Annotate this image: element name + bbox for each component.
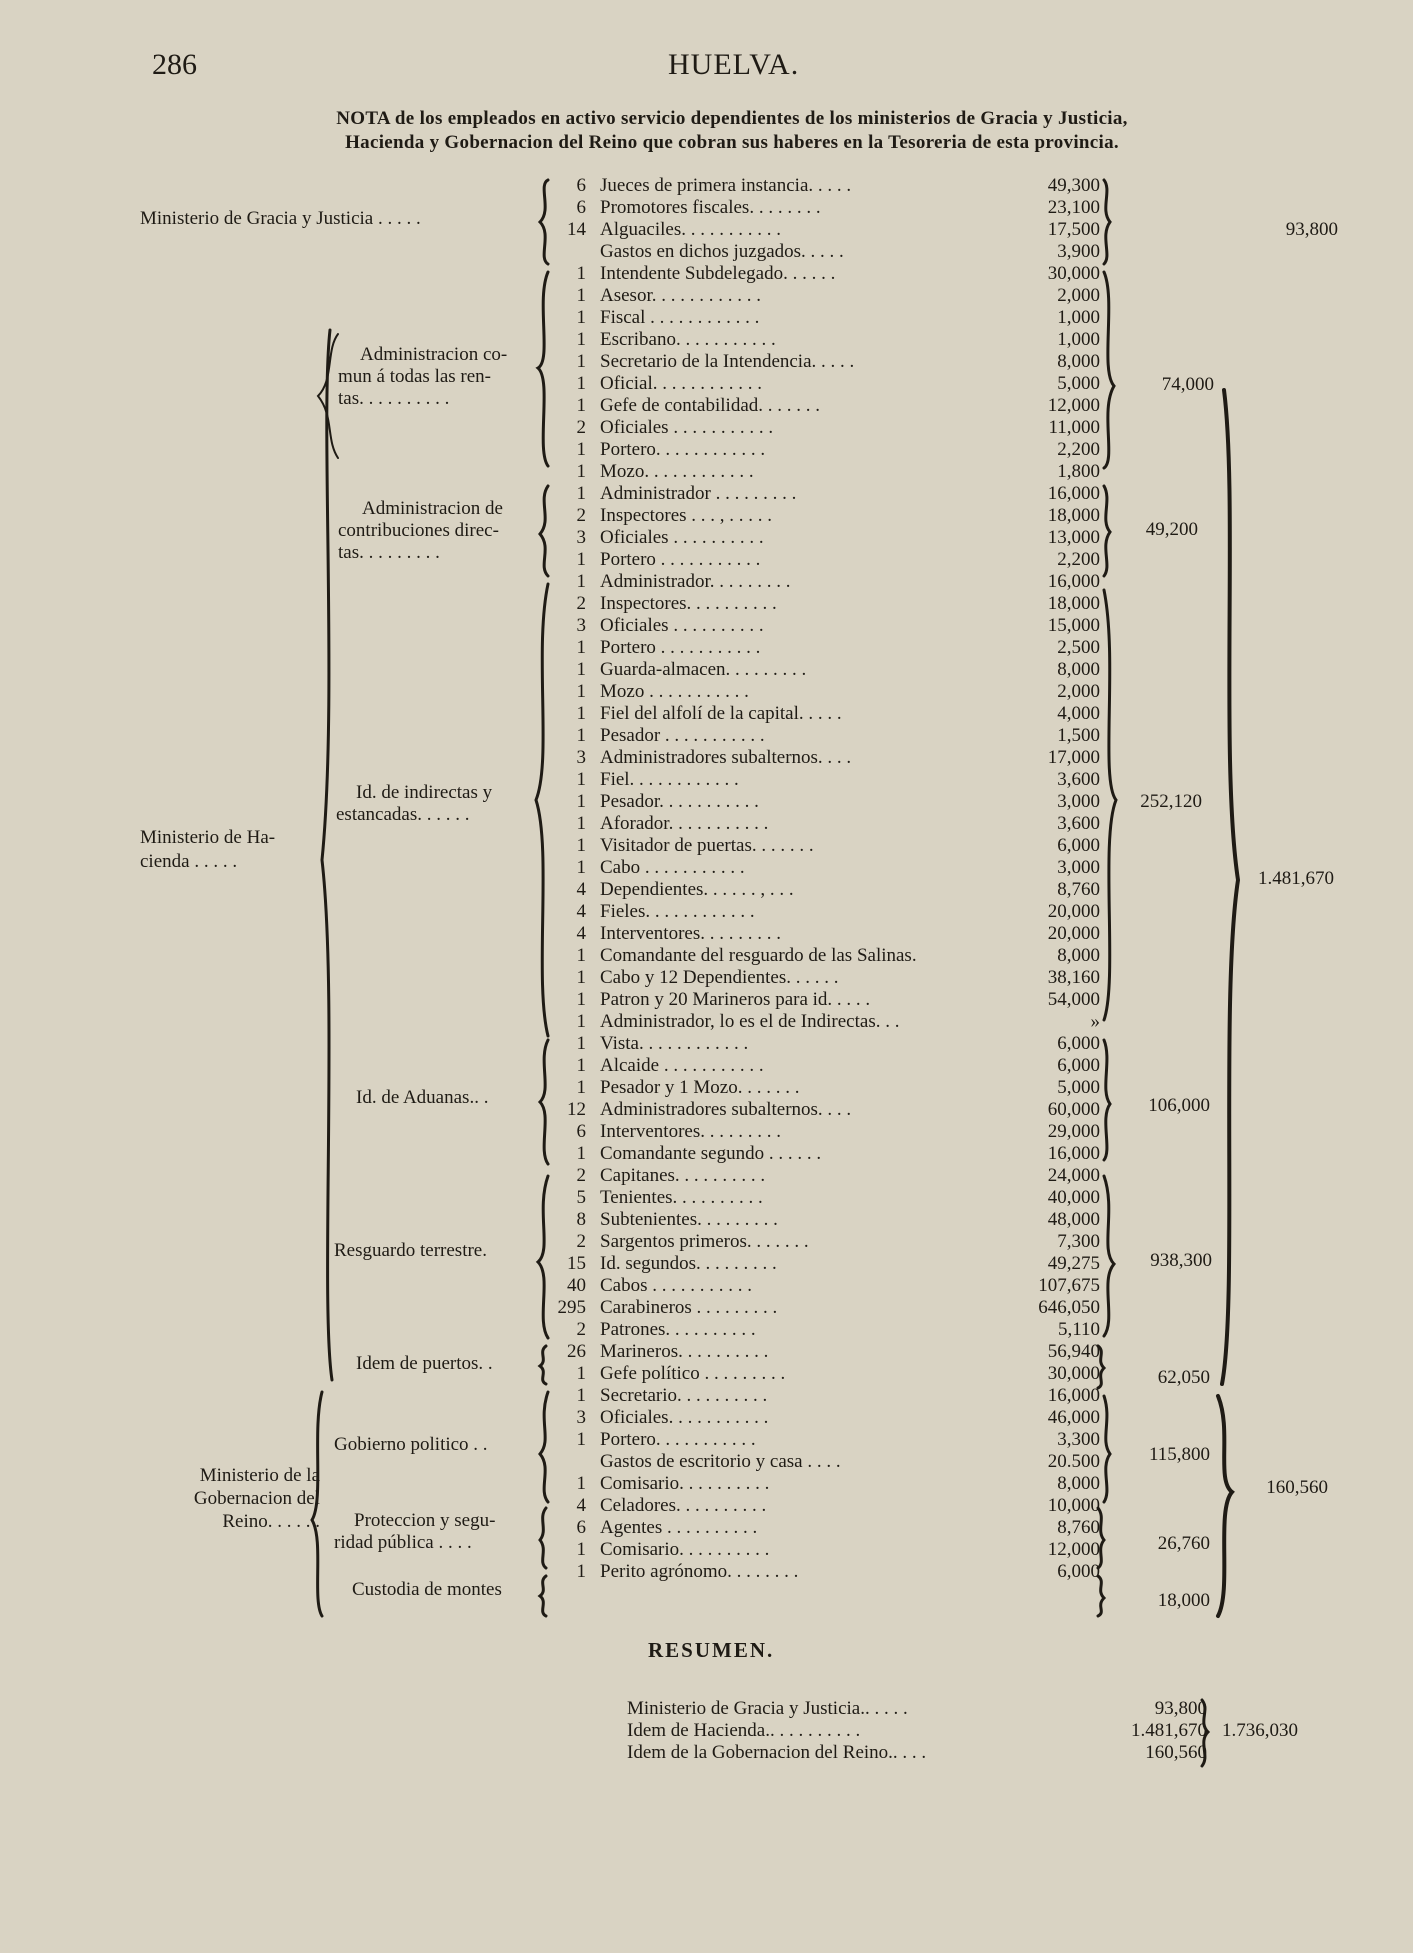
resumen-amount: 160,560	[1145, 1742, 1207, 1763]
row-quantity: 1	[576, 835, 586, 856]
row-quantity: 1	[576, 395, 586, 416]
title-line-2: Hacienda y Gobernacion del Reino que cobran sus haberes en la Tesoreria de esta provincia.	[345, 132, 1119, 153]
row-quantity: 1	[576, 1055, 586, 1076]
row-amount: 29,000	[1047, 1121, 1100, 1142]
row-description: Interventores. . . . . . . . .	[600, 1121, 781, 1142]
row-amount: »	[1090, 1011, 1100, 1032]
section-gracia: Ministerio de Gracia y Justicia . . . . .	[140, 208, 421, 229]
row-quantity: 1	[576, 703, 586, 724]
row-amount: 2,000	[1057, 285, 1100, 306]
row-description: Comisario. . . . . . . . . .	[600, 1473, 770, 1494]
row-quantity: 1	[576, 967, 586, 988]
subsection-line: Id. de indirectas y	[356, 782, 493, 803]
subsection-line: Administracion co-	[360, 344, 508, 365]
row-amount: 8,000	[1057, 945, 1100, 966]
row-amount: 3,900	[1057, 241, 1100, 262]
subtotal-proteccion: 26,760	[1157, 1533, 1210, 1554]
row-amount: 17,000	[1047, 747, 1100, 768]
row-quantity: 40	[567, 1275, 586, 1296]
row-amount: 30,000	[1047, 1363, 1100, 1384]
row-quantity: 1	[576, 1143, 586, 1164]
row-description: Mozo. . . . . . . . . . . .	[600, 461, 754, 482]
row-description: Pesador y 1 Mozo. . . . . . .	[600, 1077, 800, 1098]
row-quantity: 3	[576, 615, 586, 636]
section-hacienda-line: cienda . . . . .	[140, 851, 238, 872]
subsection-line: mun á todas las ren-	[338, 366, 492, 387]
row-description: Tenientes. . . . . . . . . .	[600, 1187, 763, 1208]
row-description: Comisario. . . . . . . . . .	[600, 1539, 770, 1560]
subtotal-montes: 18,000	[1157, 1590, 1210, 1611]
row-quantity: 1	[576, 659, 586, 680]
row-description: Portero . . . . . . . . . . .	[600, 637, 761, 658]
row-description: Asesor. . . . . . . . . . . .	[600, 285, 761, 306]
row-description: Subtenientes. . . . . . . . .	[600, 1209, 778, 1230]
row-description: Capitanes. . . . . . . . . .	[600, 1165, 766, 1186]
row-amount: 3,600	[1057, 769, 1100, 790]
row-amount: 6,000	[1057, 1055, 1100, 1076]
subtotal-gobernacion: 160,560	[1266, 1477, 1328, 1498]
row-amount: 8,760	[1057, 879, 1100, 900]
row-description: Portero . . . . . . . . . . .	[600, 549, 761, 570]
subsection-line: estancadas. . . . . .	[336, 804, 470, 825]
row-amount: 49,275	[1047, 1253, 1100, 1274]
row-amount: 7,300	[1057, 1231, 1100, 1252]
subsection-aduanas: Id. de Aduanas.. .	[356, 1087, 489, 1108]
resumen-amount: 93,800	[1154, 1698, 1207, 1719]
row-description: Oficial. . . . . . . . . . . .	[600, 373, 763, 394]
row-description: Administrador. . . . . . . . .	[600, 571, 791, 592]
row-amount: 6,000	[1057, 1033, 1100, 1054]
row-amount: 10,000	[1047, 1495, 1100, 1516]
resumen-total: 1.736,030	[1222, 1720, 1298, 1741]
section-gobernacion-line: Gobernacion del	[193, 1488, 320, 1509]
row-description: Dependientes. . . . . . , . . .	[600, 879, 794, 900]
row-amount: 646,050	[1038, 1297, 1100, 1318]
row-description: Mozo . . . . . . . . . . .	[600, 681, 749, 702]
row-quantity: 1	[576, 571, 586, 592]
row-amount: 2,500	[1057, 637, 1100, 658]
row-quantity: 1	[576, 1011, 586, 1032]
title-line-1: NOTA de los empleados en activo servicio dependientes de los ministerios de Gracia y Justicia,	[336, 108, 1128, 129]
row-description: Aforador. . . . . . . . . . .	[600, 813, 769, 834]
row-quantity: 1	[576, 989, 586, 1010]
row-description: Jueces de primera instancia. . . . .	[600, 175, 852, 196]
row-quantity: 1	[576, 791, 586, 812]
resumen-heading: RESUMEN.	[648, 1638, 775, 1662]
row-amount: 8,000	[1057, 351, 1100, 372]
row-description: Patrones. . . . . . . . . .	[600, 1319, 756, 1340]
row-quantity: 2	[576, 593, 586, 614]
row-description: Celadores. . . . . . . . . .	[600, 1495, 767, 1516]
subtotal-admin-directas: 49,200	[1145, 519, 1198, 540]
row-quantity: 1	[576, 373, 586, 394]
row-quantity: 2	[576, 1165, 586, 1186]
row-amount: 1,800	[1057, 461, 1100, 482]
subtotal-admin-comun: 74,000	[1161, 374, 1214, 395]
row-quantity: 1	[576, 461, 586, 482]
row-description: Alcaide . . . . . . . . . . .	[600, 1055, 764, 1076]
row-quantity: 1	[576, 1363, 586, 1384]
row-description: Comandante segundo . . . . . .	[600, 1143, 822, 1164]
row-amount: 24,000	[1047, 1165, 1100, 1186]
row-quantity: 1	[576, 1429, 586, 1450]
row-quantity: 1	[576, 769, 586, 790]
row-quantity: 2	[576, 1231, 586, 1252]
row-amount: 8,000	[1057, 659, 1100, 680]
row-quantity: 1	[576, 351, 586, 372]
row-amount: 107,675	[1038, 1275, 1100, 1296]
row-description: Portero. . . . . . . . . . .	[600, 1429, 756, 1450]
row-description: Id. segundos. . . . . . . . .	[600, 1253, 777, 1274]
subsection-gobierno-politico: Gobierno politico . .	[334, 1434, 488, 1455]
resumen-label: Idem de la Gobernacion del Reino.. . . .	[627, 1742, 927, 1763]
row-description: Fiscal . . . . . . . . . . . .	[600, 307, 760, 328]
row-quantity: 1	[576, 1539, 586, 1560]
row-amount: 20,000	[1047, 901, 1100, 922]
row-amount: 3,000	[1057, 857, 1100, 878]
row-quantity: 5	[576, 1187, 586, 1208]
row-description: Oficiales . . . . . . . . . . .	[600, 417, 774, 438]
row-amount: 1,000	[1057, 329, 1100, 350]
row-amount: 48,000	[1047, 1209, 1100, 1230]
row-description: Visitador de puertas. . . . . . .	[600, 835, 814, 856]
subsection-line: Proteccion y segu-	[354, 1510, 496, 1531]
row-description: Fiel. . . . . . . . . . . .	[600, 769, 739, 790]
row-amount: 6,000	[1057, 835, 1100, 856]
row-quantity: 6	[576, 197, 586, 218]
row-description: Administradores subalternos. . . .	[600, 1099, 852, 1120]
section-gobernacion-line: Reino. . . . . .	[222, 1511, 320, 1532]
row-description: Administrador, lo es el de Indirectas. . .	[600, 1011, 900, 1032]
row-description: Oficiales. . . . . . . . . . .	[600, 1407, 769, 1428]
row-description: Cabo . . . . . . . . . . .	[600, 857, 745, 878]
row-description: Secretario de la Intendencia. . . . .	[600, 351, 855, 372]
subtotal-resguardo: 938,300	[1150, 1250, 1212, 1271]
subsection-line: tas. . . . . . . . . .	[338, 388, 450, 409]
row-quantity: 14	[567, 219, 586, 240]
row-description: Gefe político . . . . . . . . .	[600, 1363, 786, 1384]
row-quantity: 1	[576, 483, 586, 504]
row-amount: 30,000	[1047, 263, 1100, 284]
subsection-montes: Custodia de montes	[352, 1579, 502, 1600]
row-quantity: 1	[576, 263, 586, 284]
row-description: Pesador . . . . . . . . . . .	[600, 725, 765, 746]
row-quantity: 6	[576, 175, 586, 196]
row-description: Fieles. . . . . . . . . . . .	[600, 901, 755, 922]
row-quantity: 1	[576, 549, 586, 570]
row-amount: 18,000	[1047, 505, 1100, 526]
row-description: Alguaciles. . . . . . . . . . .	[600, 219, 782, 240]
resumen-amount: 1.481,670	[1131, 1720, 1207, 1741]
row-quantity: 1	[576, 307, 586, 328]
row-amount: 18,000	[1047, 593, 1100, 614]
subsection-line: tas. . . . . . . . .	[338, 542, 440, 563]
row-description: Cabos . . . . . . . . . . .	[600, 1275, 752, 1296]
row-amount: 8,760	[1057, 1517, 1100, 1538]
row-description: Carabineros . . . . . . . . .	[600, 1297, 778, 1318]
row-description: Administrador . . . . . . . . .	[600, 483, 797, 504]
row-quantity: 295	[557, 1297, 586, 1318]
row-amount: 54,000	[1047, 989, 1100, 1010]
row-quantity: 6	[576, 1121, 586, 1142]
row-amount: 5,110	[1057, 1319, 1100, 1340]
row-description: Cabo y 12 Dependientes. . . . . .	[600, 967, 839, 988]
row-amount: 1,500	[1057, 725, 1100, 746]
row-amount: 16,000	[1047, 1143, 1100, 1164]
row-quantity: 2	[576, 1319, 586, 1340]
row-amount: 12,000	[1047, 1539, 1100, 1560]
row-amount: 3,300	[1057, 1429, 1100, 1450]
section-hacienda-line: Ministerio de Ha-	[140, 827, 276, 848]
row-quantity: 1	[576, 285, 586, 306]
row-amount: 5,000	[1057, 1077, 1100, 1098]
row-quantity: 1	[576, 1561, 586, 1582]
row-description: Interventores. . . . . . . . .	[600, 923, 781, 944]
row-quantity: 4	[576, 923, 586, 944]
row-quantity: 3	[576, 747, 586, 768]
subtotal-aduanas: 106,000	[1148, 1095, 1210, 1116]
row-quantity: 12	[567, 1099, 586, 1120]
resumen-label: Idem de Hacienda.. . . . . . . . . .	[627, 1720, 861, 1741]
row-amount: 49,300	[1047, 175, 1100, 196]
row-quantity: 1	[576, 1473, 586, 1494]
row-description: Inspectores . . . , . . . . .	[600, 505, 773, 526]
subsection-line: contribuciones direc-	[338, 520, 499, 541]
row-quantity: 4	[576, 1495, 586, 1516]
subtotal-gobierno-politico: 115,800	[1148, 1444, 1210, 1465]
row-amount: 6,000	[1057, 1561, 1100, 1582]
resumen-label: Ministerio de Gracia y Justicia.. . . . .	[627, 1698, 908, 1719]
row-amount: 15,000	[1047, 615, 1100, 636]
row-description: Escribano. . . . . . . . . . .	[600, 329, 776, 350]
row-description: Intendente Subdelegado. . . . . .	[600, 263, 836, 284]
row-description: Perito agrónomo. . . . . . . .	[600, 1561, 799, 1582]
subtotal-gracia: 93,800	[1285, 219, 1338, 240]
row-amount: 40,000	[1047, 1187, 1100, 1208]
row-amount: 60,000	[1047, 1099, 1100, 1120]
row-quantity: 1	[576, 813, 586, 834]
row-description: Gastos en dichos juzgados. . . . .	[600, 241, 844, 262]
row-amount: 16,000	[1047, 571, 1100, 592]
row-quantity: 2	[576, 417, 586, 438]
row-description: Marineros. . . . . . . . . .	[600, 1341, 769, 1362]
row-amount: 13,000	[1047, 527, 1100, 548]
row-description: Secretario. . . . . . . . . .	[600, 1385, 768, 1406]
row-description: Vista. . . . . . . . . . . .	[600, 1033, 749, 1054]
row-amount: 11,000	[1048, 417, 1100, 438]
subtotal-hacienda: 1.481,670	[1258, 868, 1334, 889]
row-description: Administradores subalternos. . . .	[600, 747, 852, 768]
row-description: Gefe de contabilidad. . . . . . .	[600, 395, 821, 416]
row-quantity: 1	[576, 945, 586, 966]
row-quantity: 1	[576, 1385, 586, 1406]
row-quantity: 6	[576, 1517, 586, 1538]
subsection-puertos: Idem de puertos. .	[356, 1353, 493, 1374]
row-description: Patron y 20 Marineros para id. . . . .	[600, 989, 871, 1010]
row-quantity: 15	[567, 1253, 586, 1274]
row-amount: 38,160	[1047, 967, 1100, 988]
row-description: Promotores fiscales. . . . . . . .	[600, 197, 821, 218]
row-amount: 2,200	[1057, 549, 1100, 570]
row-description: Gastos de escritorio y casa . . . .	[600, 1451, 841, 1472]
row-quantity: 3	[576, 527, 586, 548]
row-amount: 2,200	[1057, 439, 1100, 460]
row-quantity: 1	[576, 439, 586, 460]
row-description: Guarda-almacen. . . . . . . . .	[600, 659, 807, 680]
row-amount: 8,000	[1057, 1473, 1100, 1494]
row-amount: 56,940	[1047, 1341, 1100, 1362]
subtotal-indirectas: 252,120	[1140, 791, 1202, 812]
row-quantity: 2	[576, 505, 586, 526]
subtotal-puertos: 62,050	[1157, 1367, 1210, 1388]
row-quantity: 1	[576, 681, 586, 702]
row-amount: 20,000	[1047, 923, 1100, 944]
row-amount: 46,000	[1047, 1407, 1100, 1428]
row-amount: 20.500	[1047, 1451, 1100, 1472]
row-description: Comandante del resguardo de las Salinas.	[600, 945, 917, 966]
row-amount: 1,000	[1057, 307, 1100, 328]
running-title: HUELVA.	[668, 48, 800, 81]
row-amount: 3,000	[1057, 791, 1100, 812]
subsection-line: ridad pública . . . .	[334, 1532, 472, 1553]
row-description: Fiel del alfolí de la capital. . . . .	[600, 703, 842, 724]
row-amount: 2,000	[1057, 681, 1100, 702]
row-description: Agentes . . . . . . . . . .	[600, 1517, 758, 1538]
row-quantity: 8	[576, 1209, 586, 1230]
row-quantity: 1	[576, 857, 586, 878]
row-quantity: 1	[576, 1033, 586, 1054]
row-quantity: 3	[576, 1407, 586, 1428]
page-number: 286	[152, 48, 197, 81]
row-quantity: 4	[576, 879, 586, 900]
row-quantity: 1	[576, 725, 586, 746]
row-description: Oficiales . . . . . . . . . .	[600, 615, 764, 636]
row-quantity: 1	[576, 637, 586, 658]
row-description: Oficiales . . . . . . . . . .	[600, 527, 764, 548]
row-amount: 16,000	[1047, 1385, 1100, 1406]
row-quantity: 26	[567, 1341, 586, 1362]
row-amount: 5,000	[1057, 373, 1100, 394]
row-description: Sargentos primeros. . . . . . .	[600, 1231, 809, 1252]
row-amount: 4,000	[1057, 703, 1100, 724]
row-amount: 3,600	[1057, 813, 1100, 834]
row-amount: 12,000	[1047, 395, 1100, 416]
row-description: Pesador. . . . . . . . . . .	[600, 791, 759, 812]
row-amount: 17,500	[1047, 219, 1100, 240]
row-description: Portero. . . . . . . . . . . .	[600, 439, 766, 460]
subsection-resguardo: Resguardo terrestre.	[334, 1240, 487, 1261]
row-description: Inspectores. . . . . . . . . .	[600, 593, 777, 614]
section-gobernacion-line: Ministerio de la	[199, 1465, 320, 1486]
row-amount: 23,100	[1047, 197, 1100, 218]
subsection-line: Administracion de	[362, 498, 503, 519]
row-quantity: 1	[576, 329, 586, 350]
row-quantity: 4	[576, 901, 586, 922]
row-amount: 16,000	[1047, 483, 1100, 504]
row-quantity: 1	[576, 1077, 586, 1098]
